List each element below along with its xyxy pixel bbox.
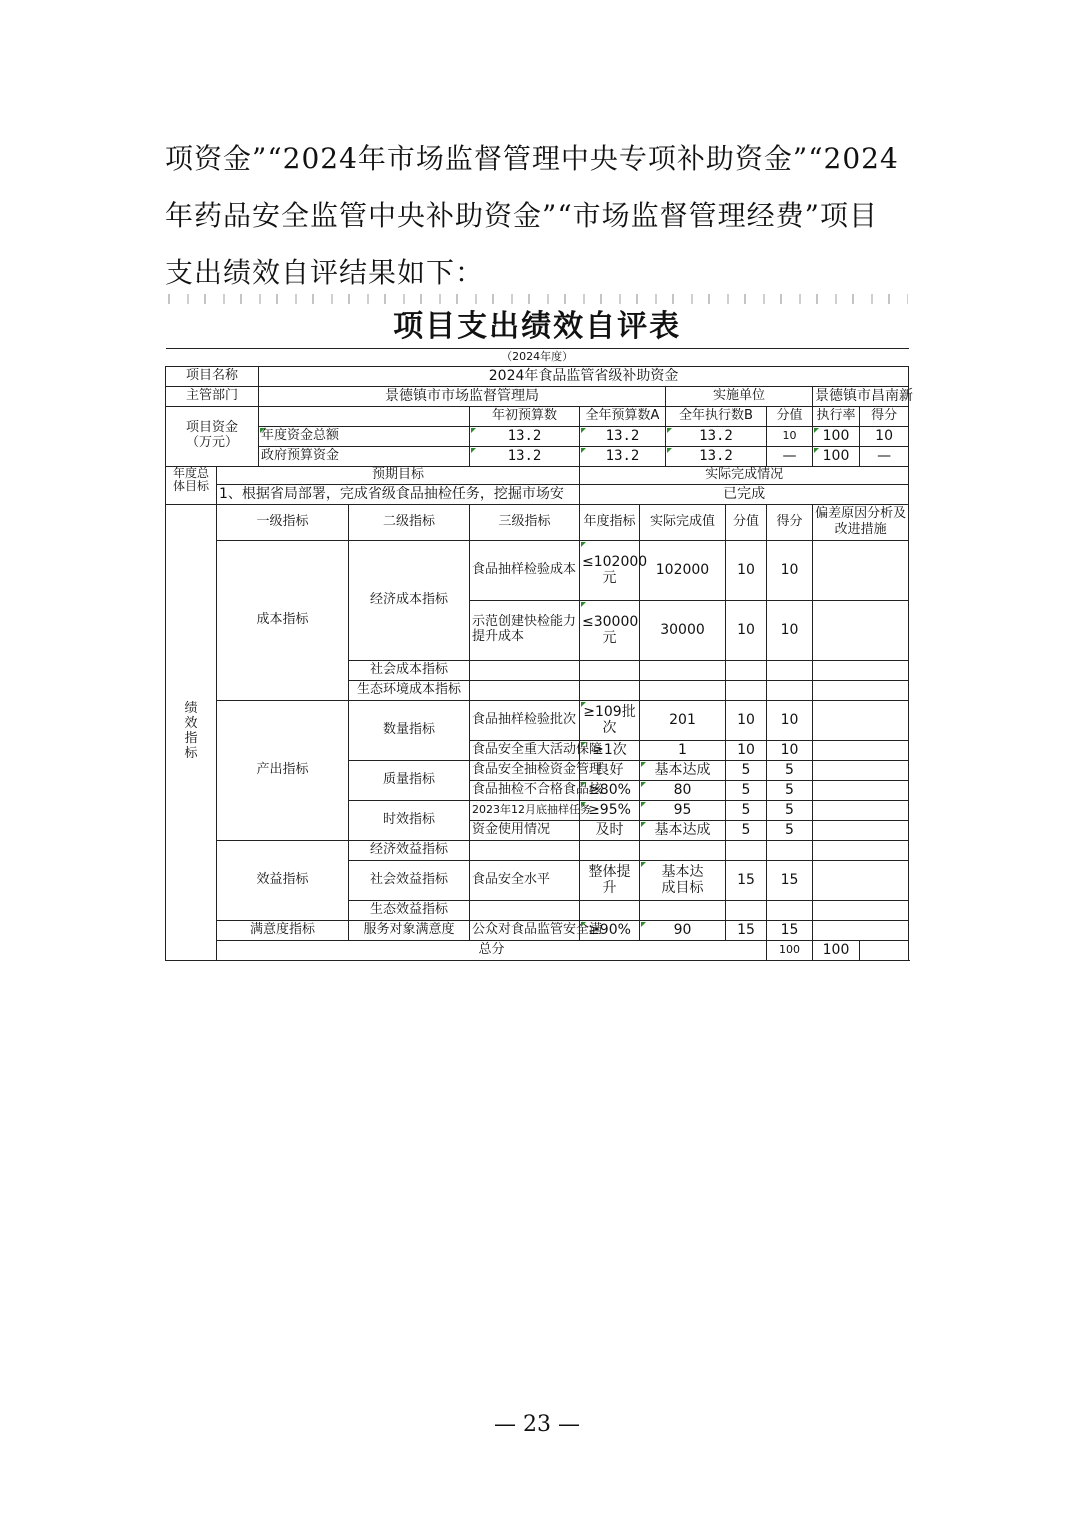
- empty-cell: [813, 900, 909, 920]
- indicator-name: 2023年12月底抽样任务: [470, 800, 580, 820]
- indicator-name: 公众对食品监管安全满: [470, 920, 580, 940]
- sub-timeliness: 时效指标: [349, 800, 470, 840]
- indicator-label: [166, 504, 217, 960]
- indicator-name: 食品安全水平: [470, 860, 580, 900]
- indicator-weight: 5: [726, 820, 767, 840]
- sub-econ-cost: 经济成本指标: [349, 540, 470, 660]
- indicator-target: ≥109批次: [580, 700, 640, 740]
- total-label: 总分: [217, 940, 767, 960]
- empty-cell: [640, 660, 726, 680]
- header-score: 得分: [767, 504, 813, 540]
- sub-quantity: 数量指标: [349, 700, 470, 760]
- funds-header: 得分: [860, 406, 909, 426]
- header-level1: 一级指标: [217, 504, 349, 540]
- indicator-name: 资金使用情况: [470, 820, 580, 840]
- sub-social-cost: 社会成本指标: [349, 660, 470, 680]
- indicator-weight: 15: [726, 920, 767, 940]
- indicator-note: [813, 600, 909, 660]
- indicator-target: ≥80%: [580, 780, 640, 800]
- header-actual: 实际完成值: [640, 504, 726, 540]
- indicator-actual: 102000: [640, 540, 726, 600]
- empty-cell: [580, 660, 640, 680]
- empty-cell: [767, 680, 813, 700]
- empty-cell: [767, 840, 813, 860]
- indicator-name: 食品安全抽检资金管理: [470, 760, 580, 780]
- funds-weight: —: [767, 446, 813, 466]
- indicator-score: 5: [767, 780, 813, 800]
- empty-cell: [470, 660, 580, 680]
- empty-cell: [726, 900, 767, 920]
- intro-line: 年药品安全监管中央补助资金”“市场监督管理经费”项目: [165, 199, 878, 232]
- indicator-weight: 10: [726, 740, 767, 760]
- funds-header-empty: [259, 406, 470, 426]
- indicator-weight: 5: [726, 760, 767, 780]
- indicator-name: 食品抽样检验批次: [470, 700, 580, 740]
- empty-cell: [726, 660, 767, 680]
- funds-executed: 13.2: [666, 426, 767, 446]
- indicator-target: ≤30000元: [580, 600, 640, 660]
- empty-cell: [813, 660, 909, 680]
- intro-line: 支出绩效自评结果如下：: [165, 256, 485, 289]
- indicator-name: 食品抽检不合格食品核: [470, 780, 580, 800]
- empty-cell: [580, 680, 640, 700]
- indicator-weight: 15: [726, 860, 767, 900]
- indicator-actual: 1: [640, 740, 726, 760]
- indicator-name: 食品抽样检验成本: [470, 540, 580, 600]
- page-number: — 23 —: [494, 1412, 580, 1437]
- sub-service: 服务对象满意度: [349, 920, 470, 940]
- empty-cell: [470, 840, 580, 860]
- indicator-actual: 基本达成: [640, 820, 726, 840]
- funds-executed: 13.2: [666, 446, 767, 466]
- category-satisfaction: 满意度指标: [217, 920, 349, 940]
- sub-social-benefit: 社会效益指标: [349, 860, 470, 900]
- goal-label: 年度总体目标: [166, 466, 217, 504]
- indicator-actual: 基本达成: [640, 760, 726, 780]
- dept-value: 景德镇市市场监督管理局: [259, 386, 666, 406]
- indicator-target: ≥90%: [580, 920, 640, 940]
- empty-cell: [813, 680, 909, 700]
- project-name-value: 2024年食品监管省级补助资金: [259, 366, 909, 386]
- indicator-actual: 30000: [640, 600, 726, 660]
- indicator-actual: 95: [640, 800, 726, 820]
- empty-cell: [640, 840, 726, 860]
- header-target: 年度指标: [580, 504, 640, 540]
- performance-table-wrapper: [165, 306, 913, 961]
- total-note: [860, 940, 909, 960]
- indicator-note: [813, 920, 909, 940]
- indicator-note: [813, 760, 909, 780]
- indicator-name: 食品安全重大活动保障: [470, 740, 580, 760]
- table-title: 项目支出绩效自评表: [166, 306, 909, 348]
- indicator-score: 5: [767, 760, 813, 780]
- empty-cell: [640, 900, 726, 920]
- indicator-target: ≤102000元: [580, 540, 640, 600]
- empty-cell: [470, 900, 580, 920]
- indicator-score: 15: [767, 920, 813, 940]
- indicator-note: [813, 540, 909, 600]
- indicator-weight: 10: [726, 600, 767, 660]
- funds-row-label: 政府预算资金: [259, 446, 470, 466]
- funds-annual: 13.2: [580, 426, 666, 446]
- indicator-note: [813, 860, 909, 900]
- empty-cell: [580, 840, 640, 860]
- funds-header: 全年预算数A: [580, 406, 666, 426]
- funds-score: —: [860, 446, 909, 466]
- funds-header: 执行率: [813, 406, 860, 426]
- project-name-label: 项目名称: [166, 366, 259, 386]
- funds-annual: 13.2: [580, 446, 666, 466]
- funds-header: 分值: [767, 406, 813, 426]
- indicator-note: [813, 780, 909, 800]
- category-benefit: 效益指标: [217, 840, 349, 920]
- indicator-target: ≥95%: [580, 800, 640, 820]
- indicator-note: [813, 820, 909, 840]
- table-year: （2024年度）: [166, 348, 909, 366]
- goal-actual: 已完成: [580, 484, 909, 504]
- header-weight: 分值: [726, 504, 767, 540]
- indicator-note: [813, 740, 909, 760]
- funds-rate: 100: [813, 426, 860, 446]
- sub-eco-cost: 生态环境成本指标: [349, 680, 470, 700]
- sub-quality: 质量指标: [349, 760, 470, 800]
- empty-cell: [640, 680, 726, 700]
- empty-cell: [726, 840, 767, 860]
- indicator-actual: 基本达成目标: [640, 860, 726, 900]
- indicator-score: 5: [767, 820, 813, 840]
- intro-paragraph: [165, 130, 925, 301]
- sub-eco-benefit: 生态效益指标: [349, 900, 470, 920]
- indicator-score: 10: [767, 600, 813, 660]
- indicator-target: 整体提升: [580, 860, 640, 900]
- funds-row-label: 年度资金总额: [259, 426, 470, 446]
- goal-expected: 1、根据省局部署，完成省级食品抽检任务，挖掘市场安: [217, 484, 580, 504]
- indicator-score: 15: [767, 860, 813, 900]
- funds-initial: 13.2: [470, 446, 580, 466]
- category-cost: 成本指标: [217, 540, 349, 700]
- indicator-weight: 5: [726, 780, 767, 800]
- category-output: 产出指标: [217, 700, 349, 840]
- goal-actual-label: 实际完成情况: [580, 466, 909, 484]
- empty-cell: [470, 680, 580, 700]
- indicator-score: 10: [767, 540, 813, 600]
- total-weight: 100: [767, 940, 813, 960]
- indicator-target: 及时: [580, 820, 640, 840]
- indicator-weight: 10: [726, 540, 767, 600]
- header-level2: 二级指标: [349, 504, 470, 540]
- empty-cell: [767, 660, 813, 680]
- indicator-actual: 80: [640, 780, 726, 800]
- cropped-row-remnant: [168, 294, 908, 304]
- indicator-label-text: 绩效指标: [184, 701, 198, 761]
- empty-cell: [580, 900, 640, 920]
- total-score: 100: [813, 940, 860, 960]
- funds-header: 全年执行数B: [666, 406, 767, 426]
- indicator-target: 良好: [580, 760, 640, 780]
- indicator-score: 5: [767, 800, 813, 820]
- indicator-actual: 90: [640, 920, 726, 940]
- dept-label: 主管部门: [166, 386, 259, 406]
- indicator-weight: 5: [726, 800, 767, 820]
- indicator-score: 10: [767, 740, 813, 760]
- empty-cell: [767, 900, 813, 920]
- empty-cell: [813, 840, 909, 860]
- impl-label: 实施单位: [666, 386, 813, 406]
- funds-score: 10: [860, 426, 909, 446]
- indicator-note: [813, 800, 909, 820]
- indicator-actual: 201: [640, 700, 726, 740]
- indicator-name: 示范创建快检能力提升成本: [470, 600, 580, 660]
- intro-line: 项资金”“2024年市场监督管理中央专项补助资金”“2024: [165, 142, 899, 175]
- indicator-weight: 10: [726, 700, 767, 740]
- sub-econ-benefit: 经济效益指标: [349, 840, 470, 860]
- header-level3: 三级指标: [470, 504, 580, 540]
- funds-label: 项目资金（万元）: [166, 406, 259, 466]
- funds-header: 年初预算数: [470, 406, 580, 426]
- funds-initial: 13.2: [470, 426, 580, 446]
- empty-cell: [726, 680, 767, 700]
- funds-rate: 100: [813, 446, 860, 466]
- indicator-note: [813, 700, 909, 740]
- performance-self-evaluation-table: [165, 306, 913, 961]
- indicator-target: ≥1次: [580, 740, 640, 760]
- indicator-score: 10: [767, 700, 813, 740]
- impl-value: 景德镇市昌南新: [813, 386, 909, 406]
- goal-expected-label: 预期目标: [217, 466, 580, 484]
- funds-weight: 10: [767, 426, 813, 446]
- header-note: 偏差原因分析及改进措施: [813, 504, 909, 540]
